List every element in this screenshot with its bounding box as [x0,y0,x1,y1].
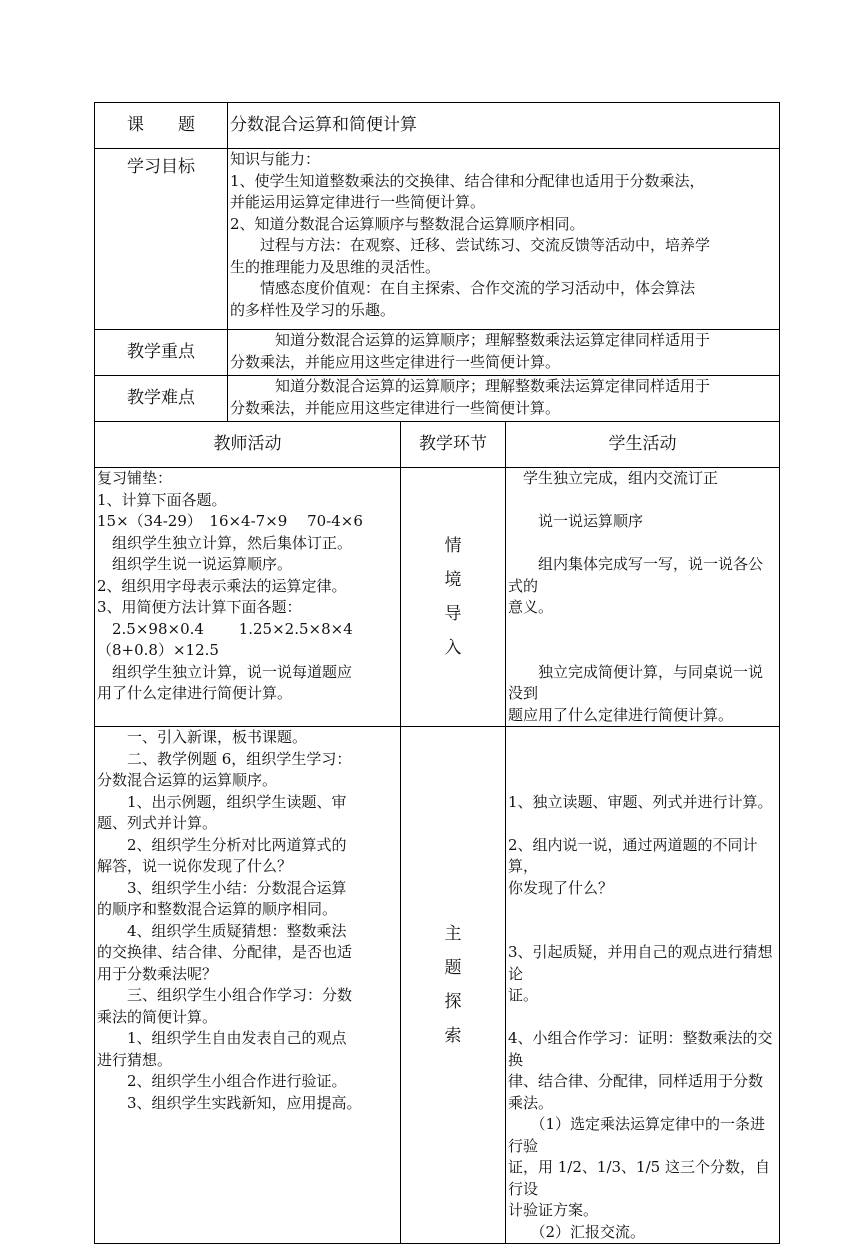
teacher-line: 1、计算下面各题。 [97,490,227,509]
teacher-line: 1、组织学生自由发表自己的观点 [97,1029,347,1047]
teacher-line: 三、组织学生小组合作学习：分数 [97,986,353,1004]
key-points-text [228,330,780,376]
teacher-line: 3、用简便方法计算下面各题： [97,598,302,616]
student-line: 计验证方案。 [508,1201,599,1219]
topic-row [95,103,780,149]
teacher-line: 解答，说一说你发现了什么？ [97,857,293,875]
goals-row [95,149,780,330]
teacher-line: 的交换律、结合律、分配律，是否也适 [97,943,353,961]
student-line: 组内集体完成写一写，说一说各公式的 [508,555,764,595]
teacher-line: 的顺序和整数混合运算的顺序相同。 [97,900,338,918]
goals-line: 1、使学生知道整数乘法的交换律、结合律和分配律也适用于分数乘法， [230,171,705,190]
student-line [508,770,777,792]
teacher-line: 组织学生说一说运算顺序。 [97,555,293,573]
goals-line: 知识与能力： [230,150,321,168]
teacher-line: 题、列式并计算。 [97,814,218,832]
student-line: 你发现了什么？ [508,878,614,897]
student-line [508,640,777,662]
student-activity-header: 学生活动 [506,422,780,468]
topic-value: 分数混合运算和简便计算 [228,103,780,149]
teacher-line: （8+0.8）×12.5 [97,641,219,659]
teacher-line: 分数混合运算的运算顺序。 [97,771,278,789]
teaching-stage-header: 教学环节 [401,422,506,468]
student-line: 意义。 [508,598,554,616]
teacher-activity-header: 教师活动 [95,422,401,468]
key-points-row [95,330,780,376]
teacher-line: 2.5×98×0.4 1.25×2.5×8×4 [97,619,353,638]
difficulty-line: 知道分数混合运算的运算顺序；理解整数乘法运算定律同样适用于 [230,377,711,395]
difficulty-label: 教学难点 [95,376,228,422]
difficulty-row [95,376,780,422]
student-line [508,921,777,943]
teacher-line: 2、组织用字母表示乘法的运算定律。 [97,576,347,595]
lesson-plan-table [94,102,780,1244]
student-line: 独立完成简便计算，与同桌说一说没到 [508,662,764,702]
goals-line: 2、知道分数混合运算顺序与整数混合运算顺序相同。 [230,214,585,233]
difficulty-text [228,376,780,422]
teacher-line: 3、组织学生实践新知，应用提高。 [97,1093,362,1112]
student-line [508,899,777,921]
difficulty-line: 分数乘法，并能应用这些定律进行一些简便计算。 [230,398,561,417]
teacher-line: 乘法的简便计算。 [97,1007,218,1026]
stage-char: 入 [444,638,462,658]
student-line: 3、引起质疑，并用自己的观点进行猜想论 [508,943,773,983]
teacher-line: 用了什么定律进行简便计算。 [97,684,293,702]
student-line [508,1007,777,1029]
goals-line: 并能运用运算定律进行一些简便计算。 [230,193,486,211]
student-line [508,619,777,641]
goals-line: 生的推理能力及思维的灵活性。 [230,257,441,276]
column-header-row [95,422,780,468]
student-line: 证。 [508,986,539,1004]
key-points-line: 知道分数混合运算的运算顺序；理解整数乘法运算定律同样适用于 [230,331,711,349]
teacher-line: 2、组织学生分析对比两道算式的 [97,835,347,854]
goals-line: 过程与方法：在观察、迁移、尝试练习、交流反馈等活动中，培养学 [230,236,711,254]
intro-teacher-activity [95,468,401,727]
student-line: 说一说运算顺序 [508,512,644,530]
topic-label: 课 题 [95,103,228,149]
goals-line: 的多样性及学习的乐趣。 [230,300,396,319]
key-points-label: 教学重点 [95,330,228,376]
teacher-line: 一、引入新课，板书课题。 [97,728,308,746]
teacher-line: 组织学生独立计算，说一说每道题应 [97,662,353,681]
stage-char: 情 [444,536,462,556]
stage-char: 探 [444,992,462,1012]
student-line [508,749,777,771]
section-intro-row [95,468,780,727]
student-line: 证，用 1/2、1/3、1/5 这三个分数，自行设 [508,1158,770,1198]
teacher-line: 4、组织学生质疑猜想：整数乘法 [97,921,347,940]
section-explore-row [95,727,780,1244]
student-line: 律、结合律、分配律，同样适用于分数乘法。 [508,1072,764,1112]
stage-char: 导 [444,604,462,624]
teacher-line: 二、教学例题 6，组织学生学习： [97,749,352,768]
goals-text [228,149,780,330]
goals-line: 情感态度价值观：在自主探索、合作交流的学习活动中，体会算法 [230,279,696,297]
student-line [508,490,777,512]
student-line: （1）选定乘法运算定律中的一条进行验 [508,1115,766,1155]
intro-student-activity [506,468,780,727]
student-line: 题应用了什么定律进行简便计算。 [508,705,734,724]
student-line [508,727,777,749]
explore-teacher-activity [95,727,401,1244]
student-line: 2、组内说一说，通过两道题的不同计算， [508,835,758,875]
teacher-line: 1、出示例题，组织学生读题、审 [97,792,347,811]
goals-label: 学习目标 [95,149,228,330]
explore-student-activity [506,727,780,1244]
key-points-line: 分数乘法，并能应用这些定律进行一些简便计算。 [230,352,561,371]
student-line: 1、独立读题、审题、列式并进行计算。 [508,792,773,811]
explore-stage-label [401,727,506,1244]
stage-char: 题 [444,958,462,978]
stage-char: 索 [444,1026,462,1046]
student-line: （2）汇报交流。 [508,1222,646,1241]
teacher-line: 用于分数乘法呢？ [97,964,218,983]
student-line [508,813,777,835]
student-line [508,533,777,555]
intro-stage-label [401,468,506,727]
teacher-line: 进行猜想。 [97,1050,173,1069]
teacher-line: 2、组织学生小组合作进行验证。 [97,1072,347,1090]
student-line: 学生独立完成，组内交流订正 [508,469,719,487]
student-line: 4、小组合作学习：证明：整数乘法的交换 [508,1029,773,1069]
teacher-line: 组织学生独立计算，然后集体订正。 [97,533,353,552]
stage-char: 境 [444,570,462,590]
stage-char: 主 [444,924,462,944]
teacher-line: 15×（34-29） 16×4-7×9 70-4×6 [97,512,363,530]
teacher-line: 复习铺垫： [97,469,173,487]
teacher-line: 3、组织学生小结：分数混合运算 [97,878,347,897]
